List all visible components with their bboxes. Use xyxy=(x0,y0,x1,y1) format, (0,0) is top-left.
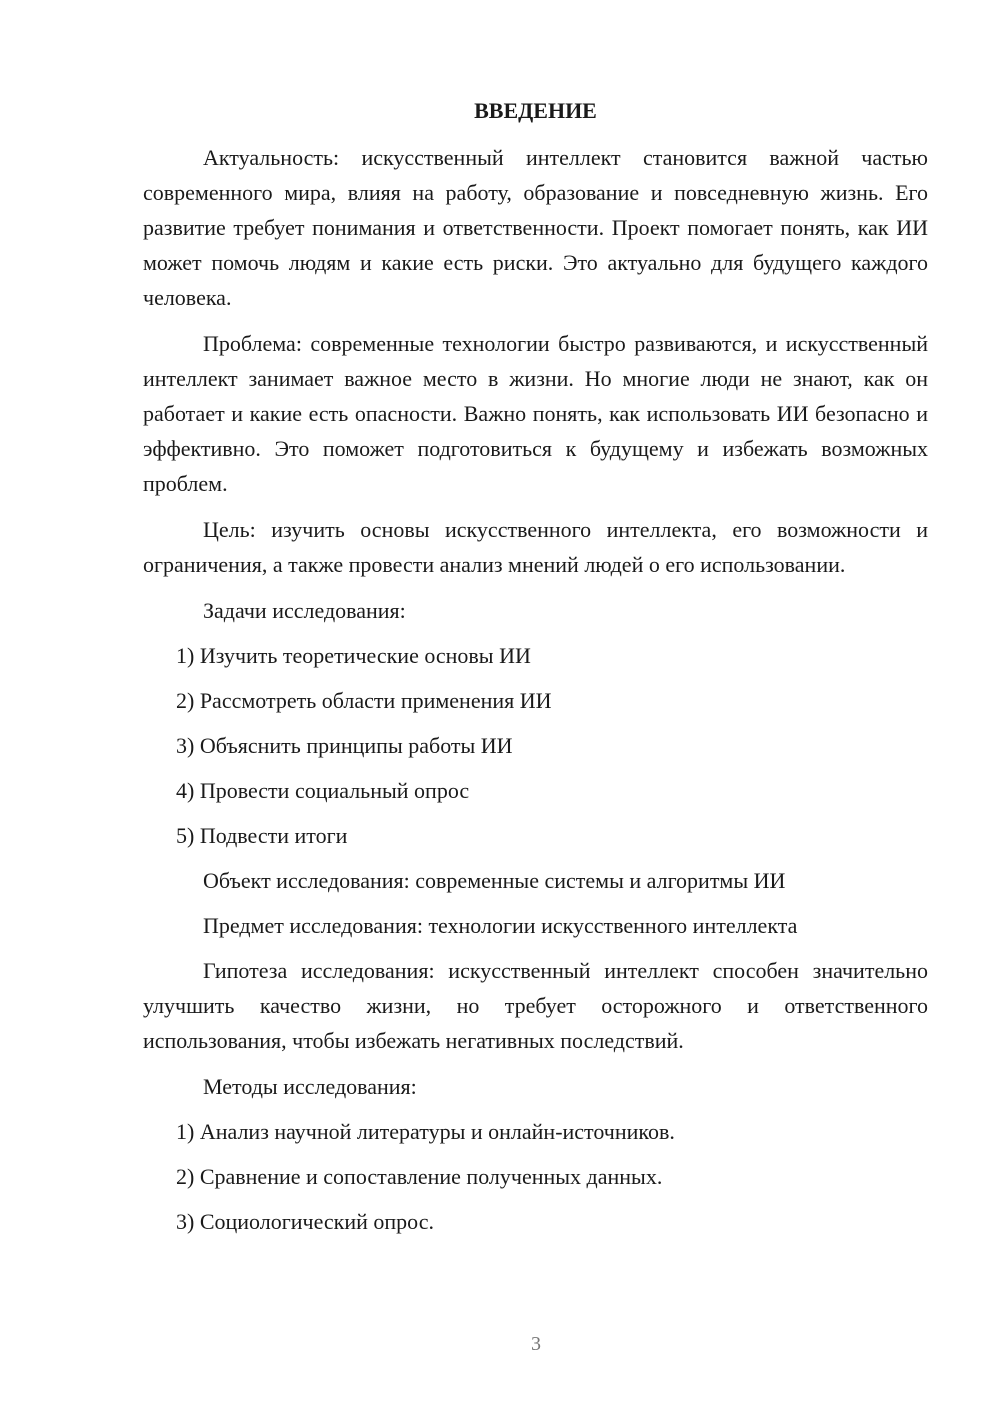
object-line: Объект исследования: современные системы и алгоритмы ИИ xyxy=(203,868,786,893)
goal-paragraph: Цель: изучить основы искусственного интеллекта, его возможности и ограничения, а также провести анализ мнений людей о его использовании. xyxy=(143,517,928,577)
list-item: 3) Социологический опрос. xyxy=(176,1209,434,1234)
list-item: 2) Рассмотреть области применения ИИ xyxy=(176,688,552,713)
section-title: ВВЕДЕНИЕ xyxy=(474,98,597,123)
methods-list xyxy=(143,1114,928,1239)
list-item: 2) Сравнение и сопоставление полученных данных. xyxy=(176,1164,663,1189)
list-item: 5) Подвести итоги xyxy=(176,823,348,848)
list-item: 1) Анализ научной литературы и онлайн-источников. xyxy=(176,1119,675,1144)
list-item: 3) Объяснить принципы работы ИИ xyxy=(176,733,513,758)
list-item: 1) Изучить теоретические основы ИИ xyxy=(176,643,531,668)
page-content xyxy=(143,96,928,1249)
problem-paragraph: Проблема: современные технологии быстро развиваются, и искусственный интеллект занимает важное место в жизни. Но многие люди не знают, как он работает и какие есть опасности. Важно понять, как использовать ИИ безопасно и эффективно. Это поможет подготовиться к будущему и избежать возможных проблем. xyxy=(143,331,928,496)
subject-line: Предмет исследования: технологии искусственного интеллекта xyxy=(203,913,798,938)
tasks-heading: Задачи исследования: xyxy=(203,598,406,623)
methods-heading: Методы исследования: xyxy=(203,1074,417,1099)
list-item: 4) Провести социальный опрос xyxy=(176,778,470,803)
tasks-list xyxy=(143,638,928,853)
relevance-paragraph: Актуальность: искусственный интеллект становится важной частью современного мира, влияя на работу, образование и повседневную жизнь. Его развитие требует понимания и ответственности. Проект помогает понять, как ИИ может помочь людям и какие есть риски. Это актуально для будущего каждого человека. xyxy=(143,145,928,310)
hypothesis-paragraph: Гипотеза исследования: искусственный интеллект способен значительно улучшить качество жизни, но требует осторожного и ответственного использования, чтобы избежать негативных последствий. xyxy=(143,958,928,1053)
page-number: 3 xyxy=(531,1333,541,1355)
